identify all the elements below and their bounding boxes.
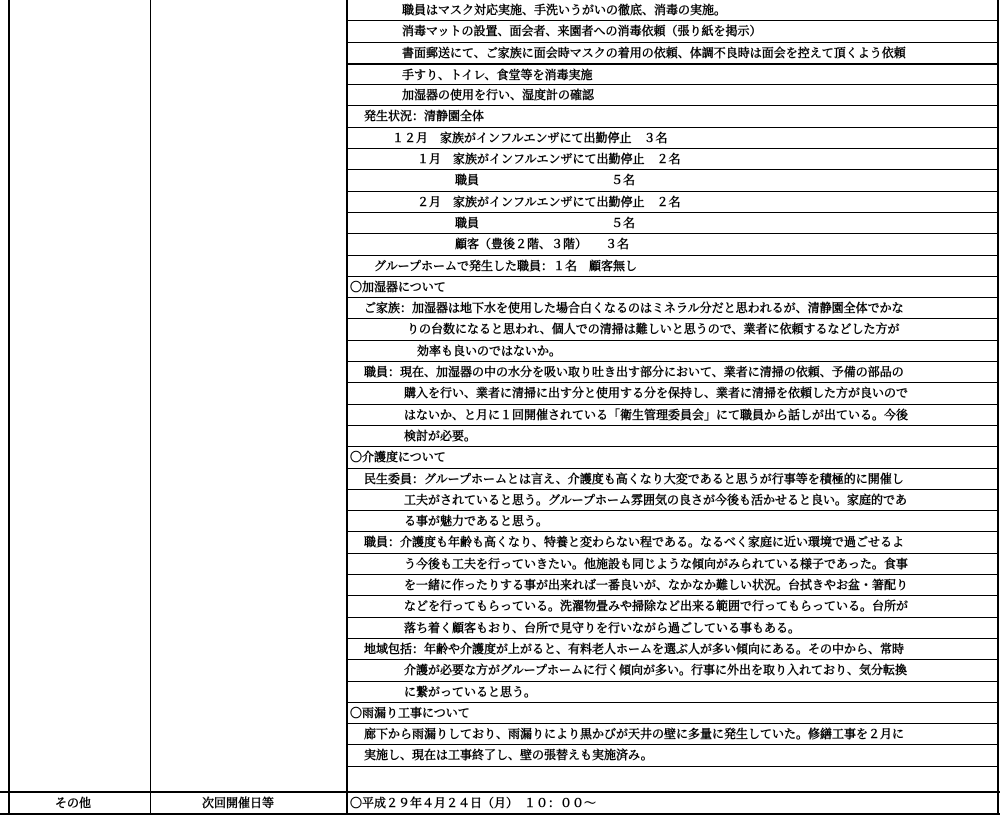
table-row	[347, 234, 998, 255]
table-row	[347, 128, 998, 149]
row-text: 介護が必要な方がグループホームに行く傾向が多い。行事に外出を取り入れており、気分転換	[404, 663, 908, 678]
row-text: などを行ってもらっている。洗濯物畳みや掃除など出来る範囲で行ってもらっている。台所が	[404, 599, 909, 614]
table-row	[347, 682, 998, 703]
row-text: 廊下から雨漏りしており、雨漏りにより黒かびが天井の壁に多量に発生していた。修繕工事を２月に	[364, 727, 905, 742]
table-row	[347, 170, 998, 191]
table-row	[347, 319, 998, 340]
row-text: １月 家族がインフルエンザにて出勤停止 ２名	[417, 152, 681, 167]
row-text: 職員はマスク対応実施、手洗いうがいの徹底、消毒の実施。	[402, 3, 727, 17]
table-row	[347, 341, 998, 362]
row-text: 購入を行い、業者に清掃に出す分と使用する分を保持し、業者に清掃を依頼した方が良いので	[404, 386, 909, 401]
row-text: １２月 家族がインフルエンザにて出勤停止 ３名	[392, 130, 668, 145]
row-text: 顧客（豊後２階、３階） ３名	[455, 237, 630, 252]
table-row	[347, 639, 998, 660]
table-row	[347, 64, 998, 85]
row-text: 実施し、現在は工事終了し、壁の張替えも実施済み。	[364, 748, 653, 763]
row-text: 職員 ５名	[455, 173, 636, 188]
row-text: 〇介護度について	[350, 450, 446, 465]
table-row	[347, 618, 998, 639]
row-text: 職員：介護度も年齢も高くなり、特養と変わらない程である。なるべく家庭に近い環境で過ごせるよ	[364, 535, 905, 550]
table-row	[347, 256, 998, 277]
row-text: 民生委員：グループホームとは言え、介護度も高くなり大変であると思うが行事等を積極的に開催し	[364, 471, 904, 486]
footer-row	[0, 791, 1000, 815]
table-row	[347, 511, 998, 532]
table-row	[347, 575, 998, 596]
table-row	[347, 192, 998, 213]
table-row	[347, 298, 998, 319]
row-text: 〇加湿器について	[350, 279, 446, 294]
row-text: 〇雨漏り工事について	[350, 705, 470, 720]
table-row	[347, 21, 998, 42]
table-row	[347, 724, 998, 745]
table-row	[347, 149, 998, 170]
row-text: ２月 家族がインフルエンザにて出勤停止 ２名	[417, 194, 681, 209]
table-row	[347, 532, 998, 553]
content-rows	[347, 0, 998, 767]
table-row	[347, 85, 998, 106]
table-row	[347, 362, 998, 383]
row-text: はないか、と月に１回開催されている「衛生管理委員会」にて職員から話しが出ている。今後	[404, 407, 909, 422]
table-left-border	[8, 0, 10, 815]
row-text: グループホームで発生した職員：１名 顧客無し	[374, 258, 638, 273]
table-row	[347, 447, 998, 468]
table-row	[347, 213, 998, 234]
table-row	[347, 703, 998, 724]
table-row	[347, 106, 998, 127]
row-text: 効率も良いのではないか。	[417, 343, 562, 358]
table-row	[347, 277, 998, 298]
row-text: 工夫がされていると思う。グループホーム雰囲気の良さが今後も活かせると良い。家庭的であ	[404, 492, 908, 507]
row-text: を一緒に作ったりする事が出来れば一番良いが、なかなか難しい状況。台拭きやお盆・箸配り	[404, 578, 909, 593]
table-row	[347, 660, 998, 681]
row-text: る事が魅力であると思う。	[404, 514, 549, 529]
footer-category-cell: その他	[55, 796, 92, 810]
row-text: 手すり、トイレ、食堂等を消毒実施	[402, 67, 593, 82]
table-row	[347, 383, 998, 404]
table-row	[347, 405, 998, 426]
row-text: 地域包括：年齢や介護度が上がると、有料老人ホームを選ぶ人が多い傾向にある。その中から、常時	[364, 641, 905, 656]
row-text: 職員：現在、加湿器の中の水分を吸い取り吐き出す部分において、業者に清掃の依頼、予備の部品の	[364, 365, 904, 380]
row-text: 書面郵送にて、ご家族に面会時マスクの着用の依頼、体調不良時は面会を控えて頂くよう依頼	[402, 45, 906, 60]
table-row	[347, 490, 998, 511]
row-text: 加湿器の使用を行い、湿度計の確認	[402, 88, 595, 103]
footer-content-cell: 〇平成２９年４月２４日（月） １０：００～	[350, 796, 597, 810]
row-text: 消毒マットの設置、面会者、来園者への消毒依頼（張り紙を掲示）	[402, 24, 762, 39]
table-row	[347, 554, 998, 575]
table-row	[347, 469, 998, 490]
row-text: 落ち着く顧客もおり、台所で見守りを行いながら過ごしている事もある。	[404, 620, 801, 635]
row-text: 発生状況：清静園全体	[364, 109, 485, 124]
row-text: う今後も工夫を行っていきたい。他施設も同じような傾向がみられている様子であった。食事	[404, 556, 908, 571]
row-text: に繋がっていると思う。	[404, 684, 537, 699]
row-text: 検討が必要。	[404, 428, 477, 443]
row-text: 職員 ５名	[455, 215, 636, 230]
table-row	[347, 745, 998, 766]
table-row	[347, 596, 998, 617]
row-text: りの台数になると思われ、個人での清掃は難しいと思うので、業者に依頼するなどした方が	[407, 322, 900, 337]
table-row	[347, 0, 998, 21]
column-divider-1	[150, 0, 151, 815]
table-row	[347, 43, 998, 64]
row-text: ご家族：加湿器は地下水を使用した場合白くなるのはミネラル分だと思われるが、清静園全体でかな	[364, 301, 904, 316]
footer-item-cell: 次回開催日等	[202, 796, 275, 810]
table-row	[347, 426, 998, 447]
